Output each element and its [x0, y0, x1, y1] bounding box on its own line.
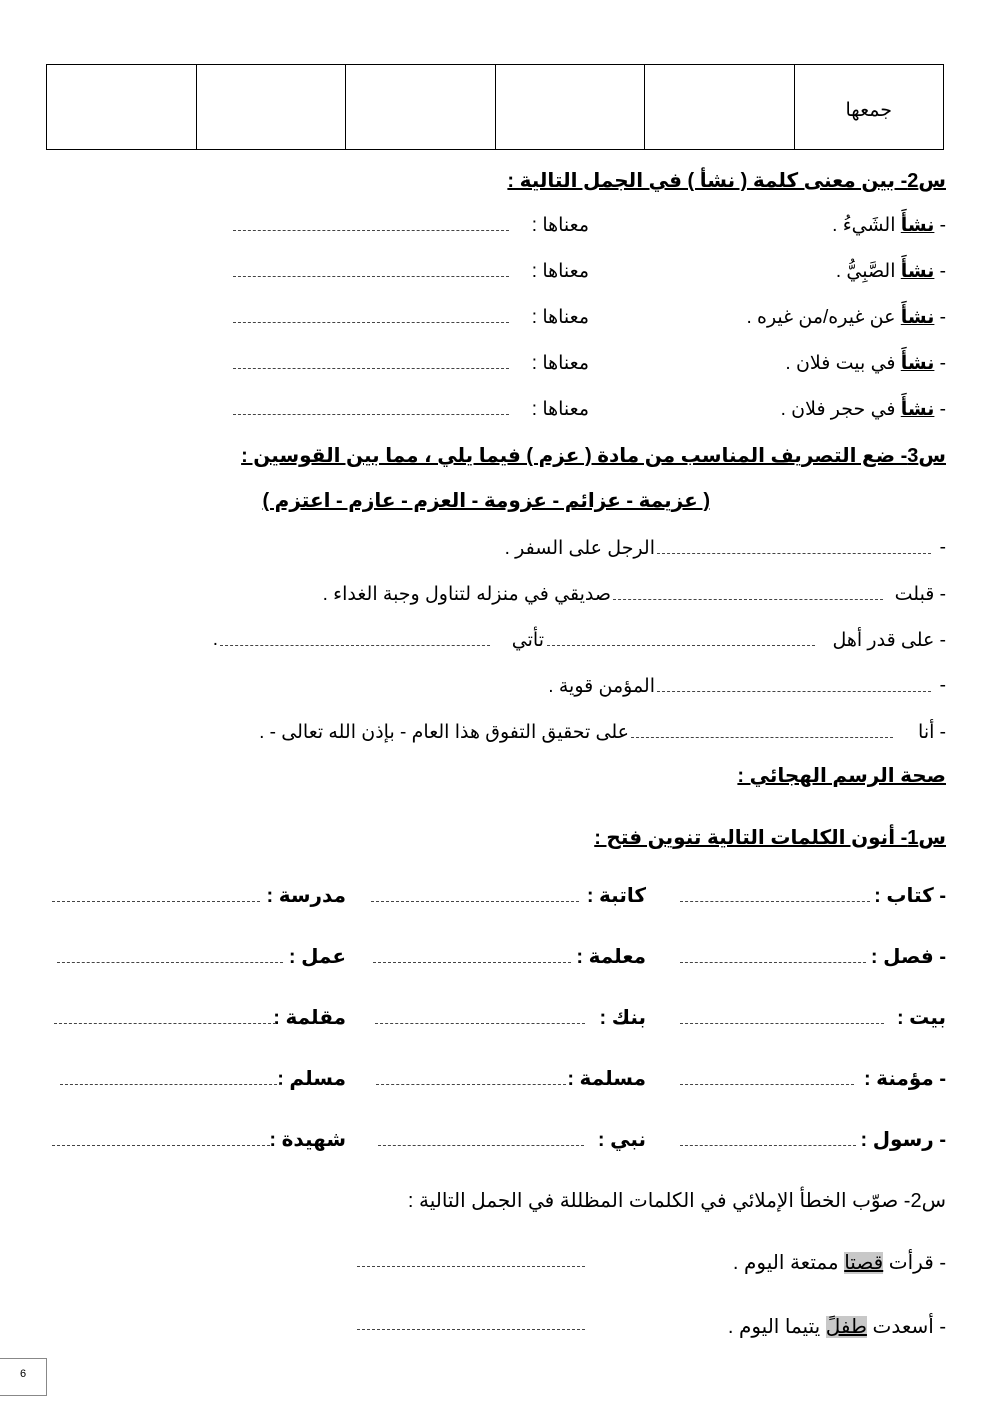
highlighted-word: قصتا: [844, 1252, 884, 1274]
table-cell-label: جمعها: [794, 65, 944, 150]
table-cell[interactable]: [645, 65, 795, 150]
tanween-word: كاتبة :: [586, 885, 646, 907]
tanween-word: - كتاب :: [874, 885, 946, 907]
tanween-answer-line[interactable]: [680, 1145, 856, 1146]
tanween-word: بنك :: [599, 1007, 646, 1029]
table-cell[interactable]: [47, 65, 197, 150]
meaning-item: - نشأَ عن غيره/من غيره .: [746, 307, 946, 328]
tanween-answer-line[interactable]: [680, 1023, 884, 1024]
tanween-answer-line[interactable]: [373, 962, 571, 963]
tanween-word: بيت :: [896, 1007, 946, 1029]
tanween-word: نبي :: [597, 1129, 646, 1151]
meaning-answer-line[interactable]: [233, 414, 509, 415]
tanween-answer-line[interactable]: [52, 901, 260, 902]
tanween-answer-line[interactable]: [680, 901, 870, 902]
conjugation-item-start: - أنا: [918, 722, 946, 743]
tanween-word: مسلمة :: [567, 1068, 646, 1090]
correction-item: - أسعدت طفلً يتيما اليوم .: [727, 1316, 946, 1338]
tanween-word: - رسول :: [860, 1129, 946, 1151]
conjugation-answer-line[interactable]: [220, 645, 490, 646]
conjugation-item-end: صديقي في منزله لتناول وجبة الغداء .: [322, 584, 611, 605]
conjugation-item-start: -: [939, 537, 946, 558]
meaning-item: - نشأَ في حجر فلان .: [780, 399, 946, 420]
conjugation-item-end: .: [212, 629, 218, 650]
conjugation-answer-line[interactable]: [613, 599, 883, 600]
tanween-word: - مؤمنة :: [863, 1068, 946, 1090]
plural-table: [46, 64, 944, 150]
page-number: 6: [0, 1358, 47, 1396]
meaning-answer-line[interactable]: [233, 230, 509, 231]
correction-answer-line[interactable]: [357, 1266, 585, 1267]
tanween-word: مقلمة :: [273, 1007, 346, 1029]
tanween-word: معلمة :: [576, 946, 646, 968]
correction-item: - قرأت قصتا ممتعة اليوم .: [732, 1252, 946, 1274]
conjugation-item-end: الرجل على السفر .: [504, 538, 655, 559]
meaning-answer-line[interactable]: [233, 368, 509, 369]
meaning-answer-line[interactable]: [233, 276, 509, 277]
meaning-item: - نشأَ الشَيءُ .: [832, 215, 946, 236]
conjugation-item-middle: تأتي: [511, 630, 544, 651]
meaning-answer-line[interactable]: [233, 322, 509, 323]
meaning-item: - نشأَ في بيت فلان .: [785, 353, 946, 374]
tanween-answer-line[interactable]: [52, 1145, 270, 1146]
tanween-word: عمل :: [288, 946, 346, 968]
table-cell[interactable]: [196, 65, 346, 150]
tanween-answer-line[interactable]: [680, 1084, 854, 1085]
conjugation-answer-line[interactable]: [657, 553, 931, 554]
tanween-answer-line[interactable]: [54, 1023, 276, 1024]
table-cell[interactable]: [346, 65, 496, 150]
conjugation-answer-line[interactable]: [547, 645, 815, 646]
q2-meaning-title: س2- بين معنى كلمة ( نشأ ) في الجمل التالية :: [507, 170, 946, 192]
tanween-word: مسلم :: [277, 1068, 346, 1090]
table-cell[interactable]: [495, 65, 645, 150]
conjugation-item-start: - قبلت: [894, 584, 946, 605]
spelling-q1-title: س1- أنون الكلمات التالية تنوين فتح :: [594, 827, 946, 849]
conjugation-item-start: -: [939, 675, 946, 696]
conjugation-item-start: - على قدر أهل: [832, 630, 946, 651]
tanween-answer-line[interactable]: [57, 962, 283, 963]
q3-options: ( عزيمة - عزائم - عزومة - العزم - عازم - اعتزم ): [262, 490, 710, 512]
spelling-q2-title: س2- صوّب الخطأ الإملائي في الكلمات المظللة في الجمل التالية :: [407, 1190, 946, 1212]
tanween-answer-line[interactable]: [378, 1145, 584, 1146]
tanween-answer-line[interactable]: [60, 1084, 282, 1085]
tanween-answer-line[interactable]: [680, 962, 866, 963]
tanween-answer-line[interactable]: [376, 1084, 566, 1085]
spelling-section-title: صحة الرسم الهجائي :: [737, 765, 946, 787]
meaning-label: معناها :: [531, 215, 589, 236]
conjugation-answer-line[interactable]: [631, 737, 893, 738]
meaning-label: معناها :: [531, 307, 589, 328]
tanween-answer-line[interactable]: [371, 901, 579, 902]
correction-answer-line[interactable]: [357, 1329, 585, 1330]
tanween-word: - فصل :: [870, 946, 946, 968]
conjugation-item-end: على تحقيق التفوق هذا العام - بإذن الله تعالى - .: [259, 722, 629, 743]
meaning-label: معناها :: [531, 399, 589, 420]
tanween-word: مدرسة :: [266, 885, 346, 907]
tanween-answer-line[interactable]: [375, 1023, 585, 1024]
conjugation-answer-line[interactable]: [657, 691, 931, 692]
meaning-item: - نشأَ الصَّبِيُّ .: [835, 261, 946, 282]
meaning-label: معناها :: [531, 261, 589, 282]
highlighted-word: طفلً: [825, 1316, 867, 1338]
q3-conjugation-title: س3- ضع التصريف المناسب من مادة ( عزم ) فيما يلي ، مما بين القوسين :: [241, 445, 946, 467]
conjugation-item-end: المؤمن قوية .: [548, 676, 655, 697]
meaning-label: معناها :: [531, 353, 589, 374]
tanween-word: شهيدة :: [269, 1129, 346, 1151]
